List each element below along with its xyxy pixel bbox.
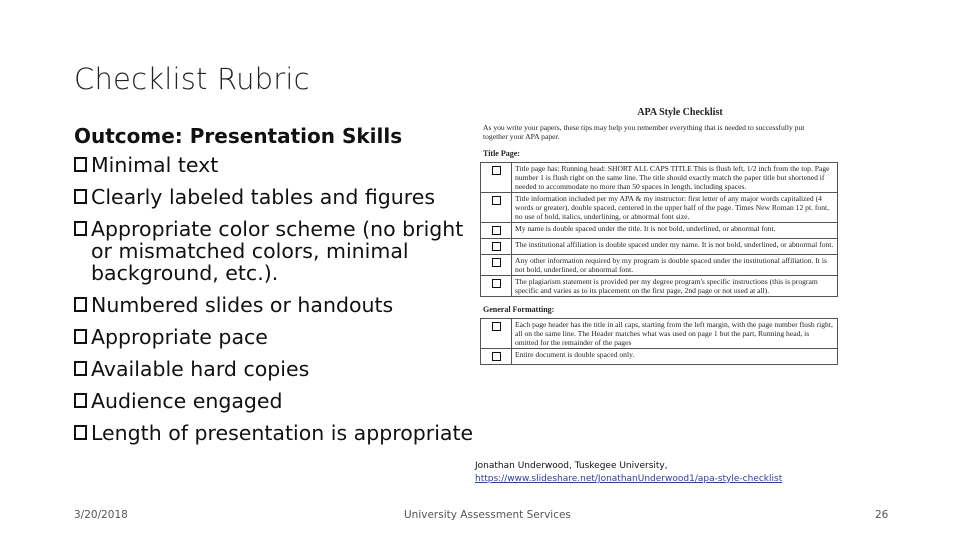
title-page-table bbox=[480, 162, 838, 297]
footer-center-text: University Assessment Services bbox=[404, 509, 571, 521]
checklist-item-text: Length of presentation is appropriate bbox=[91, 421, 474, 445]
checkbox-bullet-icon bbox=[74, 297, 87, 312]
checklist-item-text: Numbered slides or handouts bbox=[91, 293, 394, 317]
checkbox-bullet-icon bbox=[74, 221, 87, 236]
checkbox-icon bbox=[492, 258, 501, 267]
checklist-item-text: Audience engaged bbox=[91, 389, 283, 413]
checklist-item bbox=[74, 294, 474, 316]
checkbox-bullet-icon bbox=[74, 361, 87, 376]
table-cell: My name is double spaced under the title. It is not bold, underlined, or abnormal font. bbox=[512, 223, 838, 239]
checkbox-icon bbox=[492, 196, 501, 205]
table-row bbox=[481, 319, 838, 349]
table-cell: Entire document is double spaced only. bbox=[512, 349, 838, 365]
checkbox-icon bbox=[492, 242, 501, 251]
checklist-item bbox=[74, 218, 474, 284]
credit-author: Jonathan Underwood, Tuskegee University, bbox=[475, 461, 668, 471]
checkbox-icon bbox=[492, 352, 501, 361]
checkbox-icon bbox=[492, 166, 501, 175]
apa-checklist-heading: APA Style Checklist bbox=[637, 107, 723, 118]
checkbox-bullet-icon bbox=[74, 425, 87, 440]
checklist-item-text: Appropriate color scheme (no bright or mismatched colors, minimal background, etc.). bbox=[91, 217, 464, 285]
table-row bbox=[481, 255, 838, 276]
table-row bbox=[481, 223, 838, 239]
table-cell: Each page header has the title in all caps, starting from the left margin, with the page number flush right, all on the same line. The Header matches what was used on page 1 but the part, Running head, is omitted for the remainder of the pages bbox=[512, 319, 838, 349]
checkbox-icon bbox=[492, 279, 501, 288]
table-cell: The institutional affiliation is double spaced under my name. It is not bold, underlined, or abnormal font. bbox=[512, 239, 838, 255]
checkbox-icon bbox=[492, 226, 501, 235]
checklist-item bbox=[74, 326, 474, 348]
table-cell: The plagiarism statement is provided per my degree program's specific instructions (this is program specific and varies as to its placement on the first page, 2nd page or not used at all). bbox=[512, 276, 838, 297]
slide-title: Checklist Rubric bbox=[74, 62, 310, 96]
table-row bbox=[481, 163, 838, 193]
apa-checklist-intro: As you write your papers, these tips may help you remember everything that is needed to successfully put together your APA paper. bbox=[483, 123, 805, 141]
checklist-item-text: Clearly labeled tables and figures bbox=[91, 185, 436, 209]
checkbox-bullet-icon bbox=[74, 189, 87, 204]
checkbox-bullet-icon bbox=[74, 157, 87, 172]
table-row bbox=[481, 193, 838, 223]
image-credit bbox=[475, 460, 782, 486]
table-cell: Title information included per my APA & my instructor: first letter of any major words capitalized (4 words or greater), double spaced, centered in the upper half of the page. Times New Roman 12 pt. font, no use of bold, italics, underlining, or abnormal font size. bbox=[512, 193, 838, 223]
title-page-label: Title Page: bbox=[483, 149, 520, 158]
checklist-item bbox=[74, 186, 474, 208]
apa-checklist-image bbox=[480, 108, 840, 448]
checkbox-icon bbox=[492, 322, 501, 331]
checklist-item-text: Available hard copies bbox=[91, 357, 310, 381]
general-formatting-table bbox=[480, 318, 838, 365]
checkbox-bullet-icon bbox=[74, 393, 87, 408]
table-row bbox=[481, 349, 838, 365]
checklist-item bbox=[74, 422, 474, 444]
table-cell: Title page has: Running head: SHORT ALL CAPS TITLE This is flush left, 1/2 inch from the top. Page number 1 is flush right on the same line. The title should exactly match the paper title but shortened if needed to accommodate no more than 50 spaces in length, including spaces. bbox=[512, 163, 838, 193]
general-formatting-label: General Formatting: bbox=[483, 305, 555, 314]
table-row bbox=[481, 276, 838, 297]
slide-number: 26 bbox=[875, 509, 889, 521]
checklist-item bbox=[74, 154, 474, 176]
checklist-bullets bbox=[74, 154, 474, 454]
outcome-heading: Outcome: Presentation Skills bbox=[74, 124, 403, 148]
checklist-item bbox=[74, 358, 474, 380]
footer-date: 3/20/2018 bbox=[74, 509, 128, 521]
table-row bbox=[481, 239, 838, 255]
table-cell: Any other information required by my program is double spaced under the institutional affiliation. It is not bold, underlined, or abnormal font. bbox=[512, 255, 838, 276]
checkbox-bullet-icon bbox=[74, 329, 87, 344]
credit-link[interactable]: https://www.slideshare.net/JonathanUnderwood1/apa-style-checklist bbox=[475, 474, 783, 484]
checklist-item-text: Minimal text bbox=[91, 153, 219, 177]
checklist-item bbox=[74, 390, 474, 412]
checklist-item-text: Appropriate pace bbox=[91, 325, 268, 349]
